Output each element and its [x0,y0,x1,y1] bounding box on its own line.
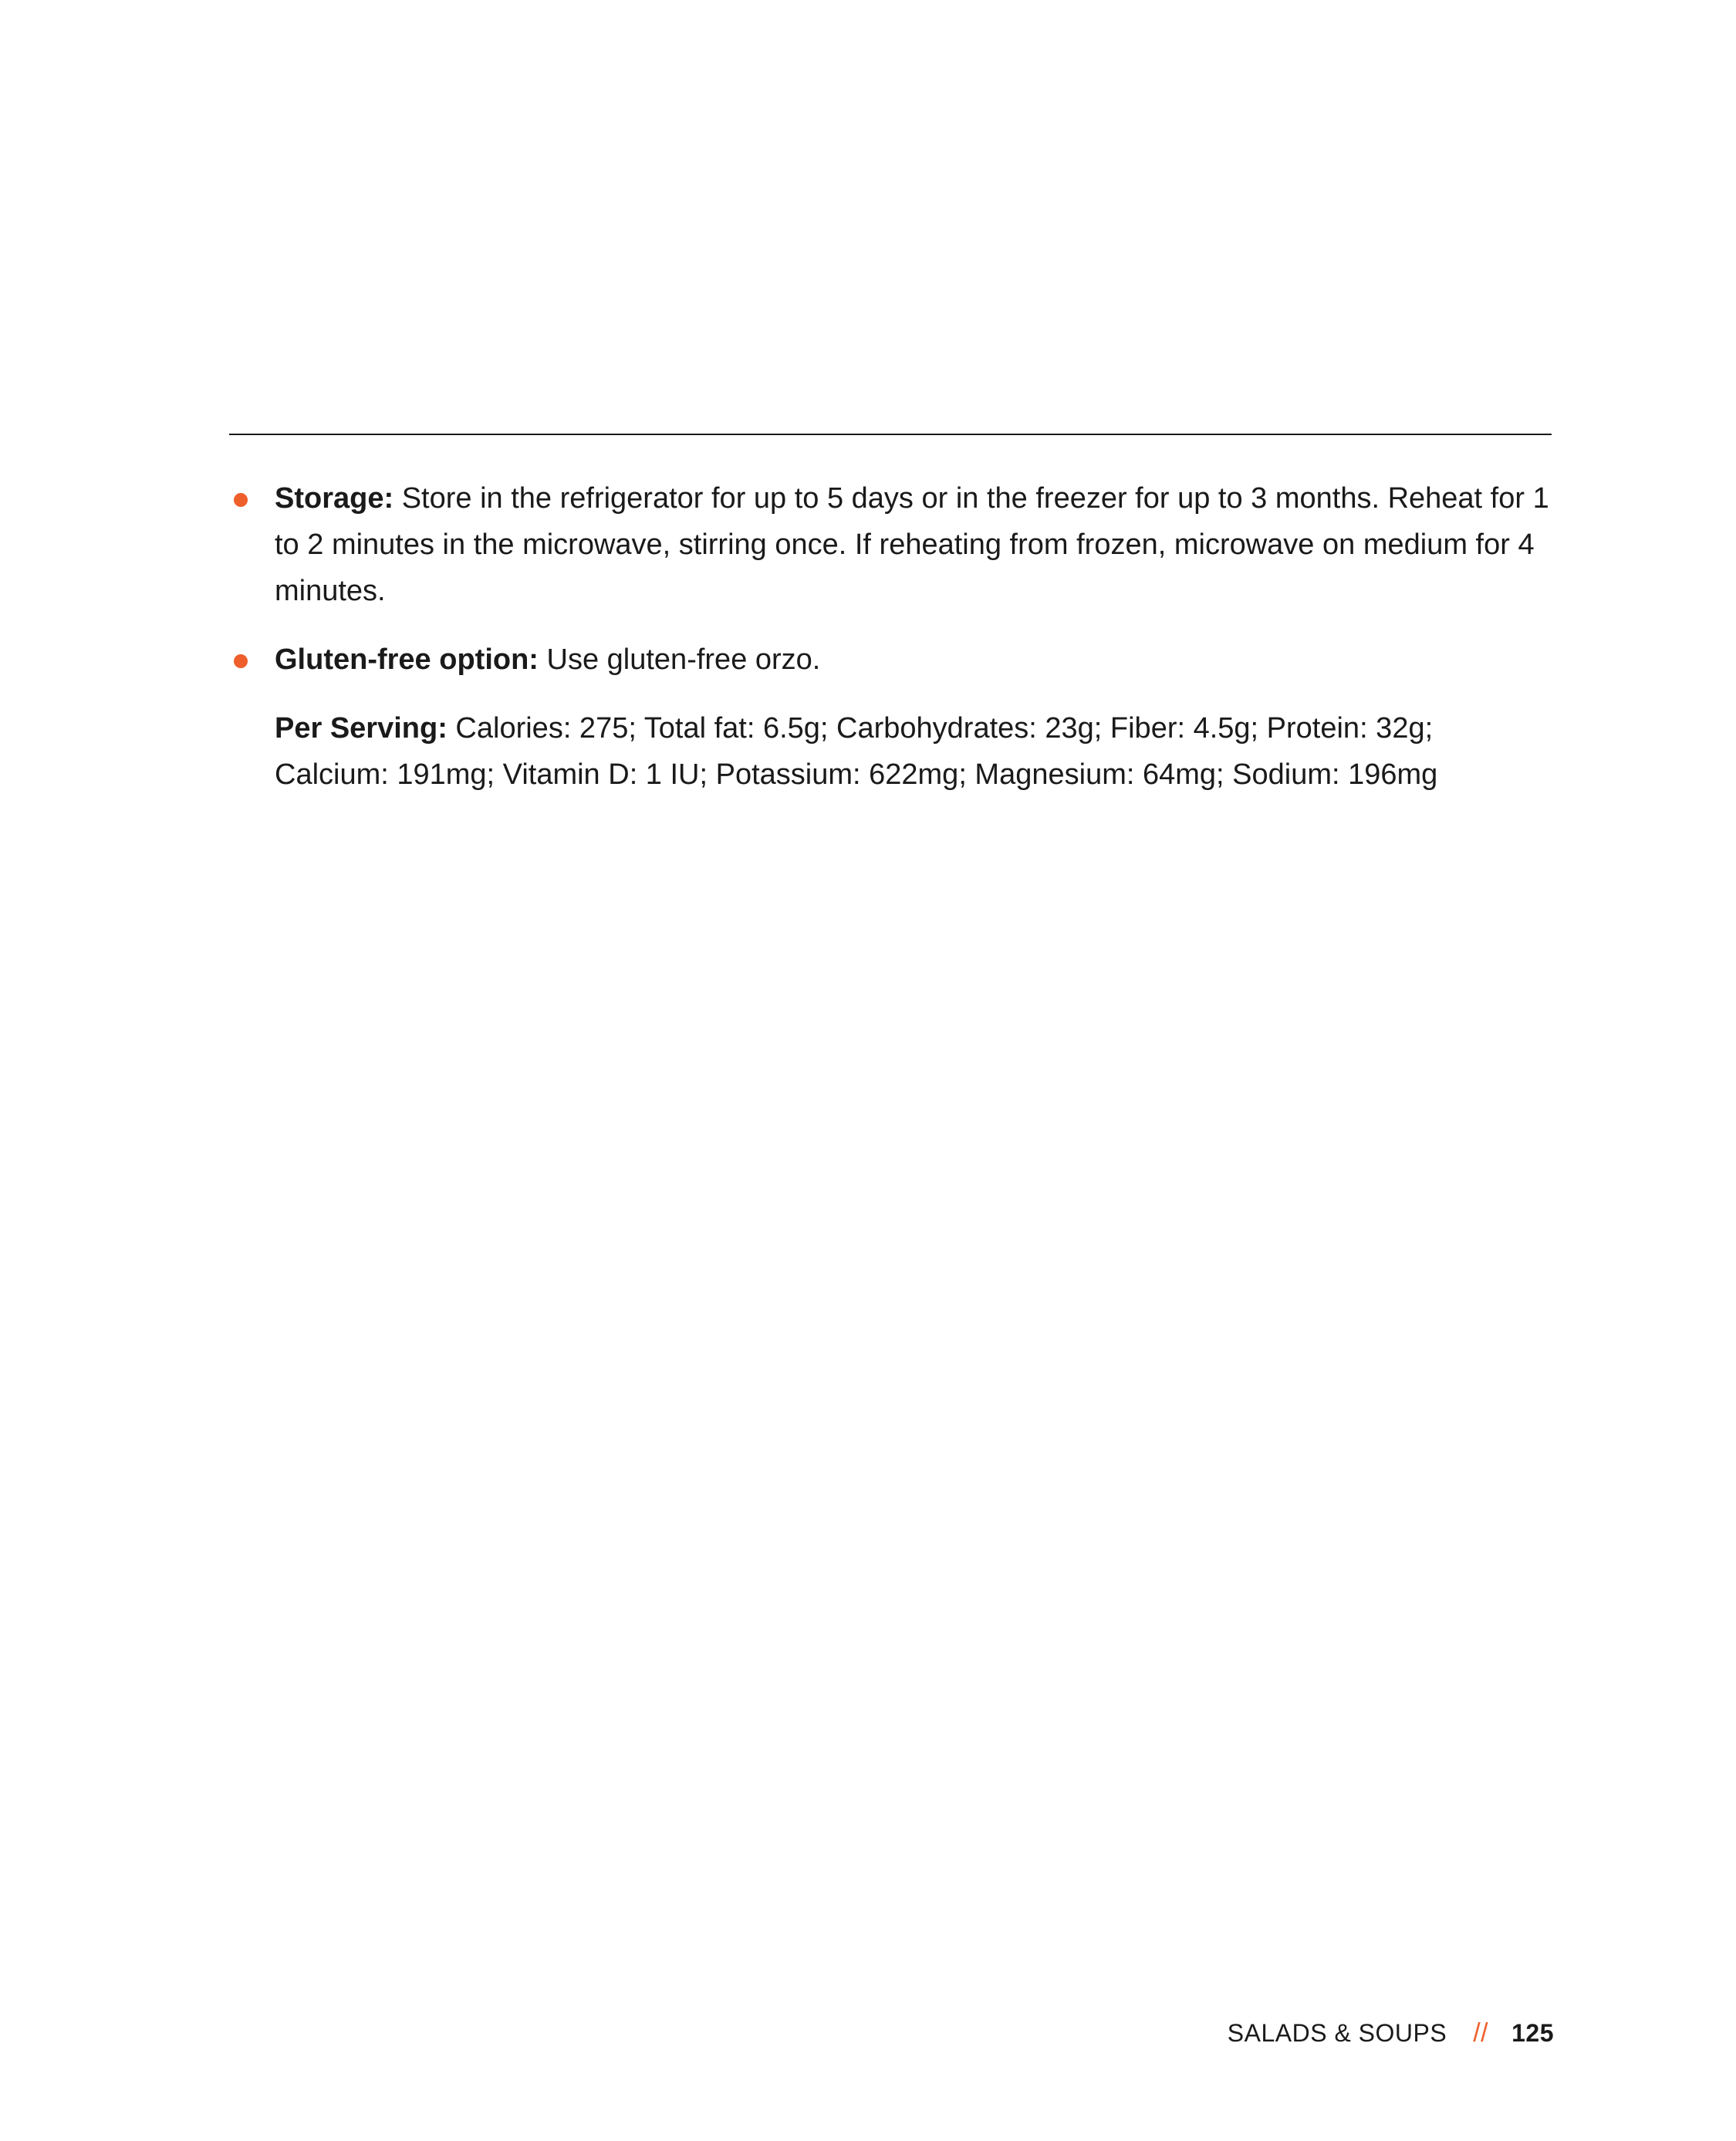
note-storage [229,475,1552,614]
bullet-icon [234,493,248,507]
nutrition-per-serving [229,705,1552,798]
note-text: Use gluten-free orzo. [538,643,821,676]
note-text: Store in the refrigerator for up to 5 days or in the freezer for up to 3 months. Reheat for 1 to 2 minutes in the microwave, stirring once. If reheating from frozen, microwave on medium for 4 minutes. [275,482,1549,607]
footer-separator: // [1473,2018,1489,2048]
note-gluten-free [229,637,1552,683]
recipe-notes [229,475,1552,798]
note-label: Gluten-free option: [275,643,539,676]
bullet-icon [234,654,248,668]
note-label: Storage: [275,482,394,515]
page-number: 125 [1511,2018,1554,2047]
page-footer [1228,2014,1554,2052]
per-serving-label: Per Serving: [275,712,448,745]
per-serving-text: Calories: 275; Total fat: 6.5g; Carbohydrates: 23g; Fiber: 4.5g; Protein: 32g; Calcium: 191mg; Vitamin D: 1 IU; Potassium: 622mg; Magnesium: 64mg; Sodium: 196mg [275,712,1438,791]
section-title: SALADS & SOUPS [1227,2018,1447,2047]
horizontal-rule [229,434,1552,435]
